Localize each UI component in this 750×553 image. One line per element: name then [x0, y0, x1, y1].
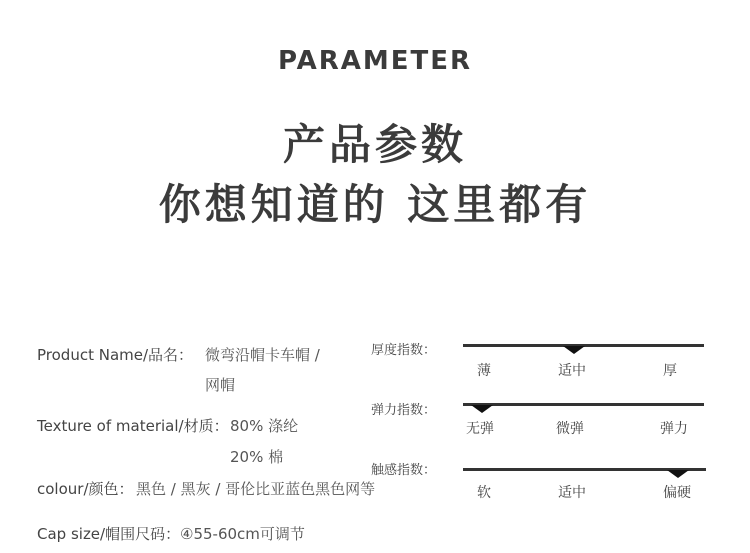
material-label: Texture of material/材质： — [37, 417, 229, 435]
material-value-line2: 20% 棉 — [230, 448, 284, 466]
header-cn-subtitle: 你想知道的 这里都有 — [158, 180, 592, 229]
touch-option-soft: 软 — [477, 485, 491, 501]
touch-selected-marker — [667, 470, 689, 478]
elasticity-index-label: 弹力指数： — [371, 403, 437, 418]
thickness-index-label: 厚度指数： — [371, 343, 437, 358]
product-name-value-line2: 网帽 — [205, 376, 236, 394]
thickness-selected-marker — [563, 346, 585, 354]
elasticity-selected-marker — [471, 405, 493, 413]
product-name-value: 微弯沿帽卡车帽 / — [205, 346, 320, 364]
thickness-option-thick: 厚 — [663, 363, 677, 379]
product-name-label: Product Name/品名： — [37, 346, 194, 364]
touch-option-firm: 偏硬 — [663, 485, 691, 501]
touch-index-label: 触感指数： — [371, 463, 437, 478]
header-en-title: PARAMETER — [277, 46, 473, 76]
cap-size-label: Cap size/帽围尺码： — [37, 525, 181, 543]
header-cn-title: 产品参数 — [282, 120, 467, 169]
thickness-option-medium: 适中 — [558, 363, 586, 379]
elasticity-scale-bar — [463, 403, 704, 406]
colour-value: 黑色 / 黑灰 / 哥伦比亚蓝色黑色网等 — [136, 480, 376, 498]
elasticity-option-elastic: 弹力 — [660, 421, 688, 437]
touch-option-medium: 适中 — [558, 485, 586, 501]
material-value: 80% 涤纶 — [230, 417, 299, 435]
thickness-option-thin: 薄 — [477, 363, 491, 379]
cap-size-value: ④55-60cm可调节 — [180, 525, 305, 543]
elasticity-option-none: 无弹 — [466, 421, 494, 437]
colour-label: colour/颜色： — [37, 480, 134, 498]
elasticity-option-slight: 微弹 — [556, 421, 584, 437]
